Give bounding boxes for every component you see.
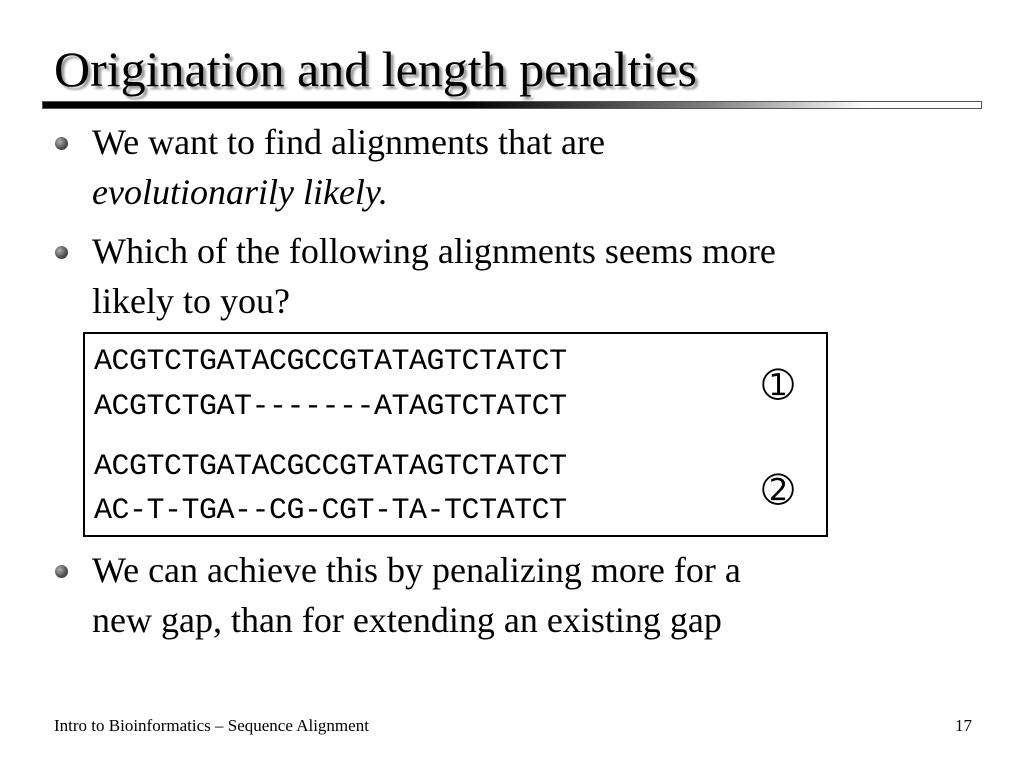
- alignment-2-top-sequence: ACGTCTGATACGCCGTATAGTCTATCT: [94, 450, 567, 484]
- bullet-dot-icon: [55, 137, 68, 150]
- slide-title: Origination and length penalties: [54, 41, 697, 97]
- footer-page-number: 17: [955, 716, 972, 735]
- bullet-dot-icon: [55, 565, 68, 578]
- alignment-box: [83, 332, 828, 537]
- alignment-1-top-sequence: ACGTCTGATACGCCGTATAGTCTATCT: [94, 345, 567, 379]
- alignment-2-bottom-sequence: AC-T-TGA--CG-CGT-TA-TCTATCT: [94, 494, 567, 528]
- bullet-text-emphasis: evolutionarily likely.: [92, 172, 388, 212]
- bullet-text: new gap, than for extending an existing gap: [92, 600, 722, 640]
- bullet-text: likely to you?: [92, 281, 290, 321]
- bullet-text: Which of the following alignments seems more: [92, 231, 776, 271]
- bullet-point: [92, 117, 605, 217]
- bullet-text: We can achieve this by penalizing more for a: [92, 550, 741, 590]
- bullet-dot-icon: [55, 246, 68, 259]
- bullet-point: [92, 226, 776, 326]
- title-divider: [42, 101, 982, 109]
- footer-course-title: Intro to Bioinformatics – Sequence Alignment: [54, 716, 369, 735]
- alignment-2-marker: ➁: [762, 468, 794, 512]
- alignment-1-bottom-sequence: ACGTCTGAT-------ATAGTCTATCT: [94, 390, 567, 424]
- bullet-text: We want to find alignments that are: [92, 122, 605, 162]
- bullet-point: [92, 545, 741, 645]
- alignment-1-marker: ➀: [762, 363, 794, 407]
